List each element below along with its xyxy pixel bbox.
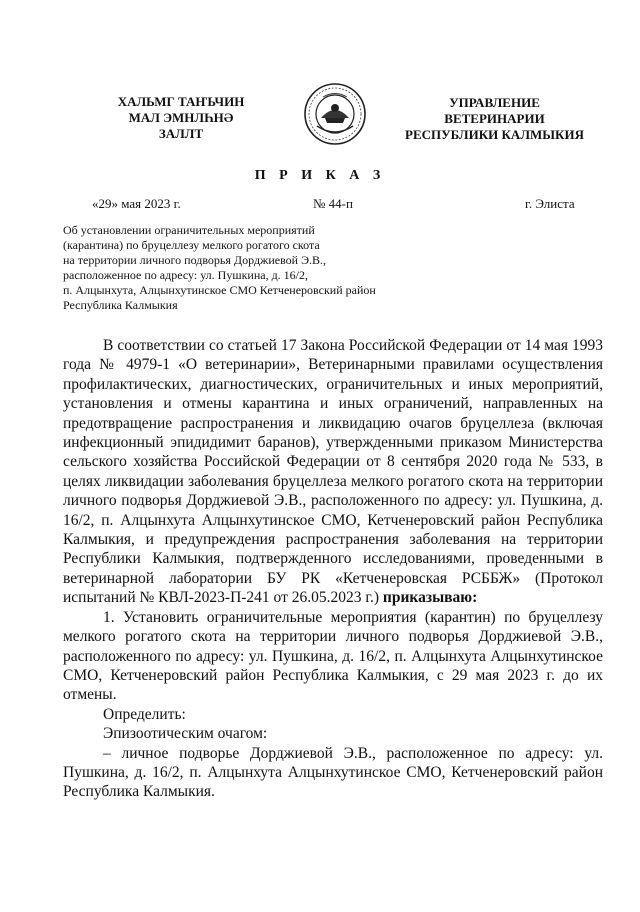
header-right-line: ВЕТЕРИНАРИИ bbox=[444, 111, 545, 126]
document-body bbox=[63, 336, 603, 802]
subject-line: Об установлении ограничительных мероприятий bbox=[63, 223, 315, 237]
document-date: «29» мая 2023 г. bbox=[92, 196, 181, 211]
define-label: Определить: bbox=[103, 705, 186, 723]
header-left-line: ХАЛЬМГ ТАҤЬЧИН bbox=[117, 94, 245, 109]
kalmykia-coat-of-arms-icon bbox=[303, 82, 367, 146]
subject-line: п. Алцынхута, Алцынхутинское СМО Кетченеровский район bbox=[63, 283, 376, 297]
header-left-line: МАЛ ЭМНЛҺНӘ bbox=[128, 110, 234, 125]
header-right-line: УПРАВЛЕНИЕ bbox=[449, 95, 540, 110]
subject-line: (карантина) по бруцеллезу мелкого рогатого скота bbox=[63, 238, 320, 252]
order-word: приказываю: bbox=[382, 589, 478, 607]
preamble-text: В соответствии со статьей 17 Закона Российской Федерации от 14 мая 1993 года № 4979-1 «О ветеринарии», Ветеринарными правилами осуществления профилактических, диагностических, ограничительных и иных мероприятий, установления и отмены карантина и иных ограничений, направленных на предотвращение распространения и ликвидацию очагов бруцеллеза (включая инфекционный эпидидимит баранов), утвержденными приказом Министерства сельского хозяйства Российской Федерации от 8 сентября 2020 года № 533, в целях ликвидации заболевания бруцеллеза мелкого рогатого скота на территории личного подворья Дорджиевой Э.В., расположенного по адресу: ул. Пушкина, д. 16/2, п. Алцынхута Алцынхутинское СМО, Кетченеровский район Республика Калмыкия, и предупреждения распространения заболевания на территории Республики Калмыкия, подтвержденного исследованиями, проведенными в ветеринарной лаборатории БУ РК «Кетченеровская РСББЖ» (Протокол испытаний № КВЛ-2023-П-241 от 26.05.2023 г.) bbox=[63, 337, 603, 607]
header-right-russian bbox=[392, 95, 597, 143]
document-city: г. Элиста bbox=[525, 196, 575, 211]
header-left-line: ЗАЛЛТ bbox=[158, 126, 204, 141]
document-title: П Р И К А З bbox=[254, 168, 386, 183]
subject-line: на территории личного подворья Дорджиевой Э.В., bbox=[63, 253, 327, 267]
document-subject bbox=[63, 223, 376, 313]
header-left-kalmyk bbox=[96, 94, 266, 142]
point-1-paragraph: 1. Установить ограничительные мероприятия (карантин) по бруцеллезу мелкого рогатого скота на территории личного подворья Дорджиевой Э.В., расположенного по адресу: ул. Пушкина, д. 16/2, п. Алцынхута Алцынхутинское СМО, Кетченеровский район Республика Калмыкия, с 29 мая 2023 г. до их отмены. bbox=[63, 608, 603, 704]
document-number: № 44-п bbox=[313, 196, 353, 211]
subject-line: Республика Калмыкия bbox=[63, 298, 178, 312]
subject-line: расположенное по адресу: ул. Пушкина, д. 16/2, bbox=[63, 268, 309, 282]
focus-label: Эпизоотическим очагом: bbox=[103, 725, 268, 743]
preamble-paragraph bbox=[63, 336, 603, 608]
focus-item: – личное подворье Дорджиевой Э.В., расположенное по адресу: ул. Пушкина, д. 16/2, п. Алцынхута Алцынхутинское СМО, Кетченеровский район Республика Калмыкия. bbox=[63, 744, 603, 801]
header-right-line: РЕСПУБЛИКИ КАЛМЫКИЯ bbox=[405, 127, 584, 142]
